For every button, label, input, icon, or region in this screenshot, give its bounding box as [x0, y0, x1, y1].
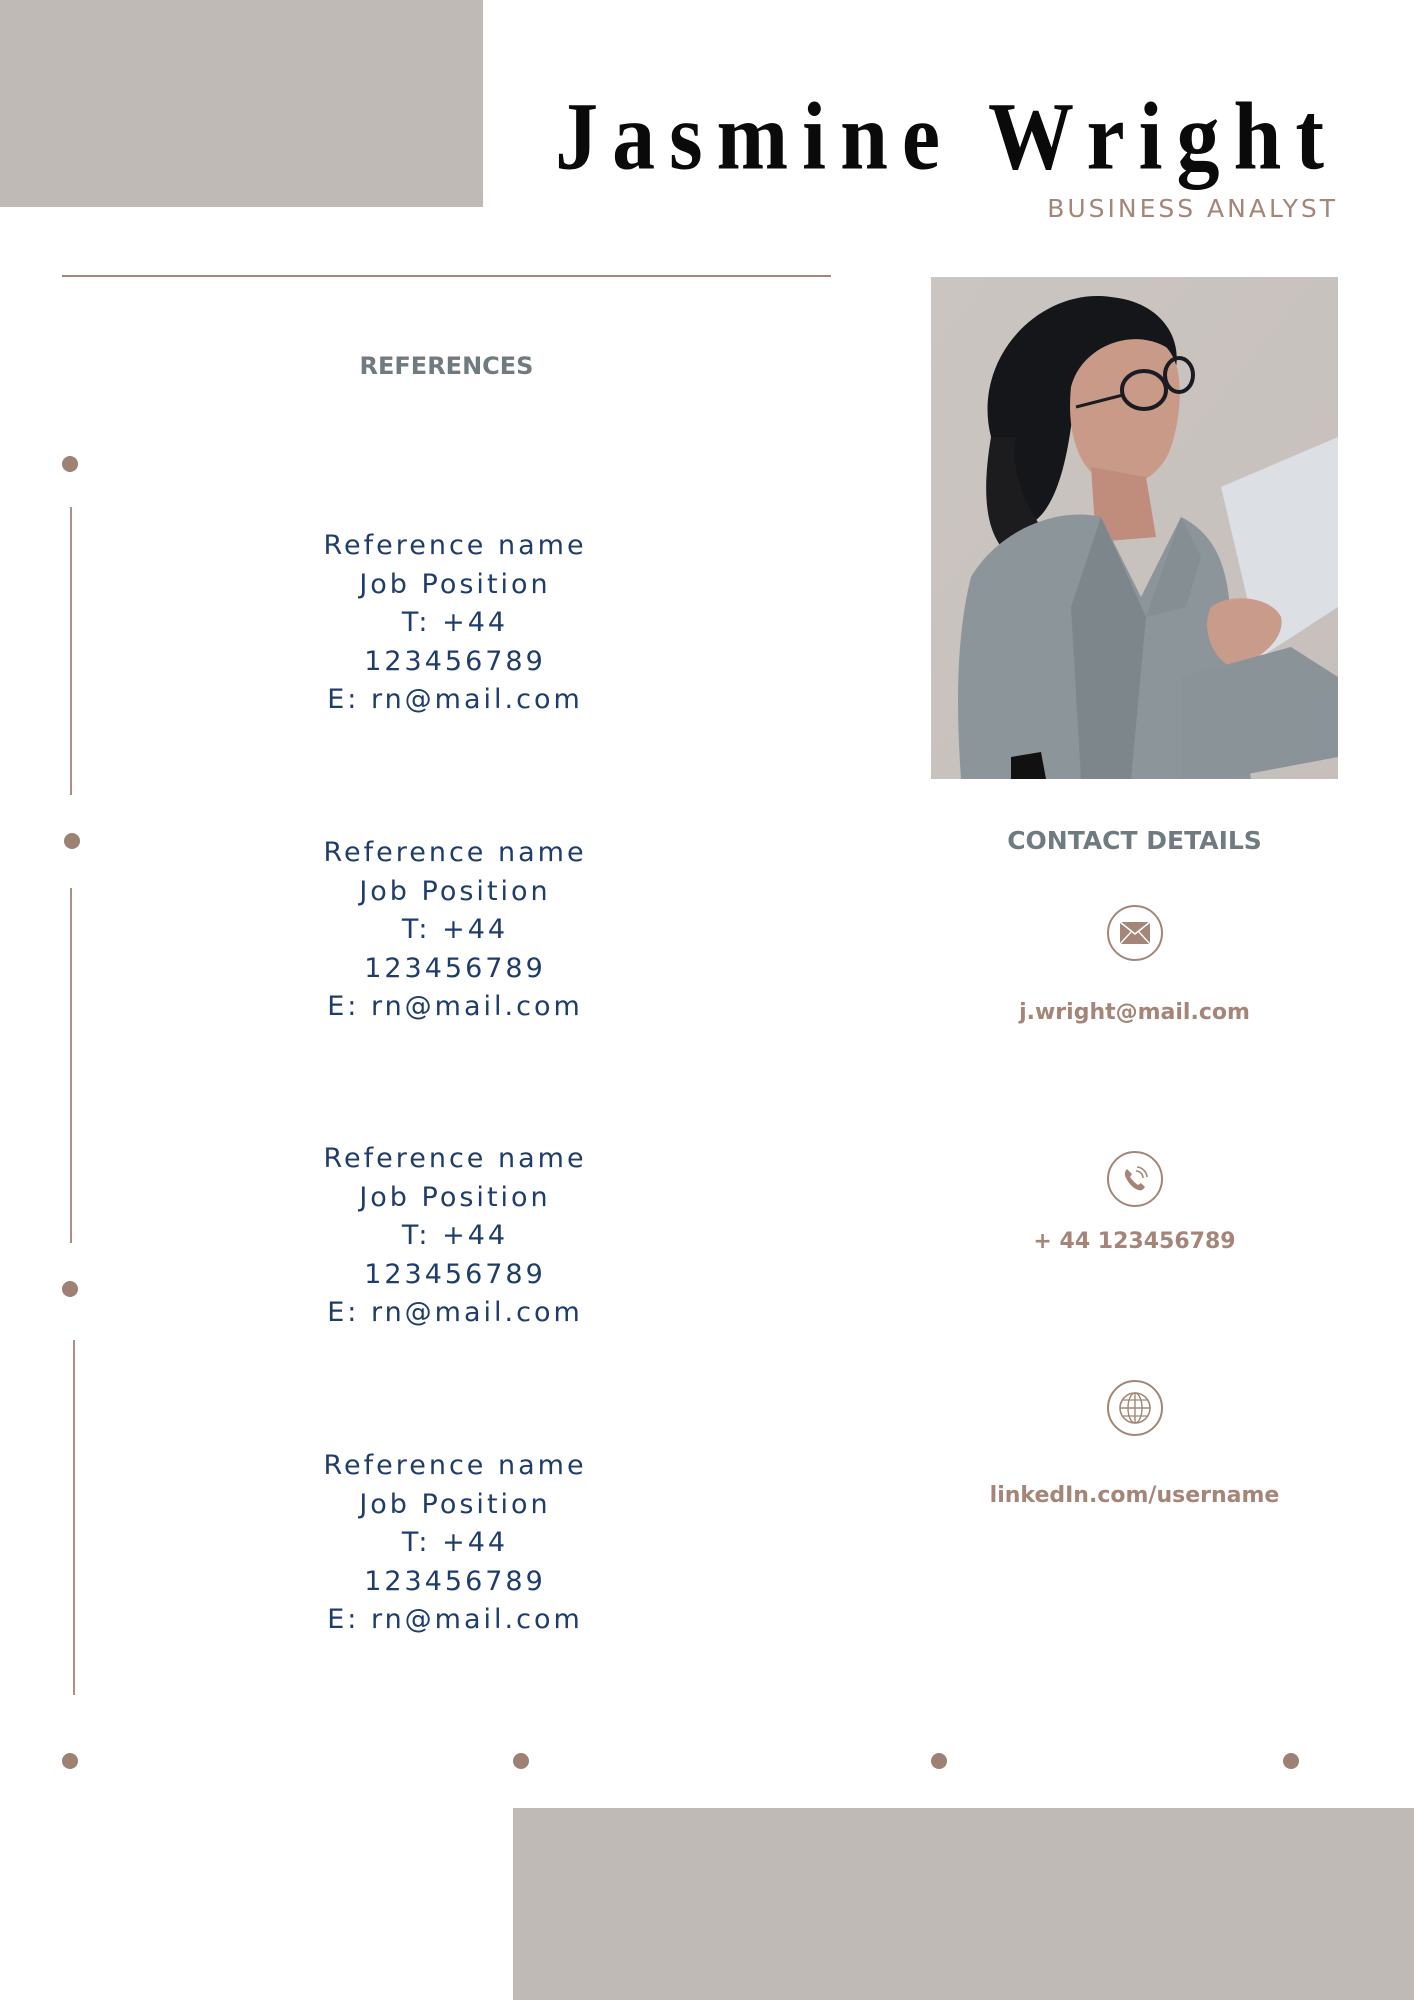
footer-dot — [62, 1753, 78, 1769]
reference-name: Reference name — [323, 837, 587, 868]
reference-email: E: rn@mail.com — [327, 991, 583, 1022]
footer-dot — [1283, 1753, 1299, 1769]
reference-position: Job Position — [359, 875, 551, 907]
reference-phone-number: 123456789 — [364, 952, 546, 984]
reference-position: Job Position — [359, 1488, 551, 1520]
reference-entry — [200, 1140, 710, 1333]
decorative-block-bottom — [513, 1808, 1414, 2000]
reference-phone-prefix: T: +44 — [401, 914, 509, 945]
reference-name: Reference name — [323, 530, 587, 561]
timeline-dot — [64, 833, 80, 849]
contact-phone-link[interactable]: + 44 123456789 — [1033, 1229, 1236, 1254]
reference-position: Job Position — [359, 568, 551, 600]
footer-dot — [513, 1753, 529, 1769]
reference-entry — [200, 1447, 710, 1640]
envelope-icon — [1107, 905, 1163, 961]
reference-phone-prefix: T: +44 — [401, 1220, 509, 1251]
reference-phone-number: 123456789 — [364, 1565, 546, 1597]
timeline-dot — [62, 1281, 78, 1297]
timeline-line — [70, 888, 72, 1243]
portrait-illustration — [931, 277, 1338, 779]
reference-position: Job Position — [359, 1181, 551, 1213]
reference-phone-prefix: T: +44 — [401, 1527, 509, 1558]
contact-linkedin-link[interactable]: linkedIn.com/username — [989, 1483, 1280, 1508]
reference-email: E: rn@mail.com — [327, 1297, 583, 1328]
reference-email: E: rn@mail.com — [327, 684, 583, 715]
reference-entry — [200, 527, 710, 720]
reference-entry — [200, 834, 710, 1027]
reference-name: Reference name — [323, 1450, 587, 1481]
references-heading: REFERENCES — [359, 352, 534, 380]
timeline-line — [73, 1340, 75, 1695]
job-title: BUSINESS ANALYST — [1047, 194, 1338, 223]
reference-name: Reference name — [323, 1143, 587, 1174]
candidate-name: Jasmine Wright — [555, 82, 1338, 190]
header-divider — [62, 275, 831, 277]
timeline-dot — [62, 456, 78, 472]
profile-photo — [931, 277, 1338, 779]
decorative-block-top — [0, 0, 483, 207]
reference-phone-number: 123456789 — [364, 645, 546, 677]
contact-details-heading: CONTACT DETAILS — [1007, 826, 1262, 855]
timeline-line — [70, 507, 72, 795]
reference-email: E: rn@mail.com — [327, 1604, 583, 1635]
footer-dot — [931, 1753, 947, 1769]
contact-email-link[interactable]: j.wright@mail.com — [1019, 1000, 1250, 1025]
reference-phone-number: 123456789 — [364, 1258, 546, 1290]
reference-phone-prefix: T: +44 — [401, 607, 509, 638]
globe-icon — [1107, 1380, 1163, 1436]
phone-icon — [1107, 1151, 1163, 1207]
